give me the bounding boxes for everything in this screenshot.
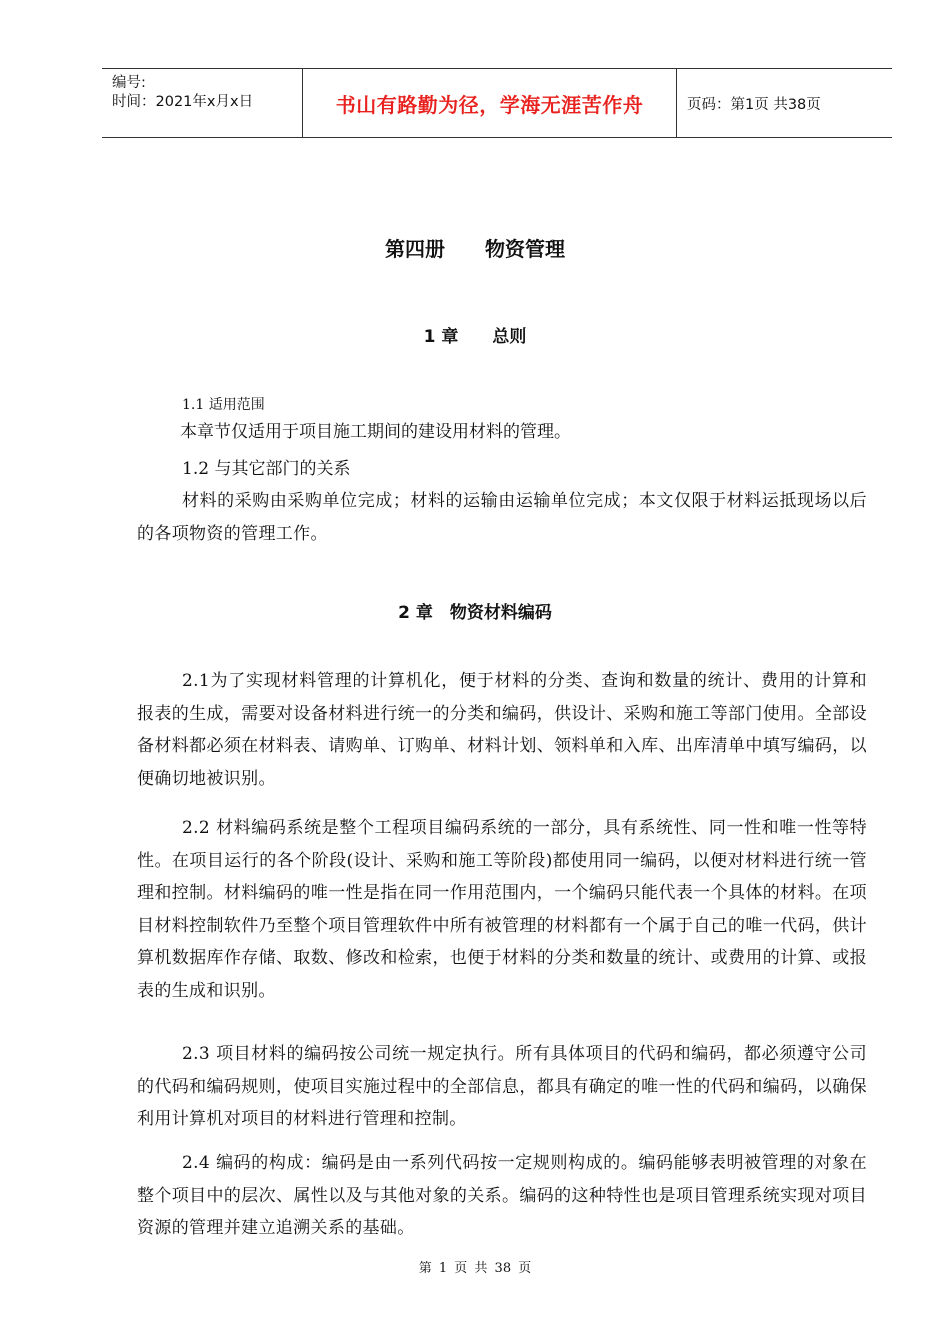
header-motto-cell	[303, 69, 677, 137]
chapter2-heading: 2 章 物资材料编码	[398, 603, 552, 623]
header-page-cell	[677, 69, 902, 137]
section-1-1-text: 本章节仅适用于项目施工期间的建设用材料的管理。	[180, 422, 571, 442]
page-header-table	[102, 68, 892, 138]
paragraph-2-3: 2.3 项目材料的编码按公司统一规定执行。所有具体项目的代码和编码，都必须遵守公司的代码和编码规则，使项目实施过程中的全部信息，都具有确定的唯一性的代码和编码，以确保利用计算机对项目的材料进行管理和控制。	[137, 1044, 867, 1130]
motto-text: 书山有路勤为径，学海无涯苦作舟	[335, 92, 644, 117]
section-1-2-title: 1.2 与其它部门的关系	[182, 459, 351, 479]
number-label: 编号:	[112, 75, 146, 91]
paragraph-2-4: 2.4 编码的构成：编码是由一系列代码按一定规则构成的。编码能够表明被管理的对象在整个项目中的层次、属性以及与其他对象的关系。编码的这种特性也是项目管理系统实现对项目资源的管理并建立追溯关系的基础。	[137, 1153, 867, 1239]
page-footer: 第 1 页 共 38 页	[418, 1261, 532, 1276]
section-1-1-title: 1.1 适用范围	[182, 397, 265, 413]
section-1-2-text: 材料的采购由采购单位完成；材料的运输由运输单位完成；本文仅限于材料运抵现场以后的各项物资的管理工作。	[137, 491, 867, 544]
paragraph-2-1: 2.1为了实现材料管理的计算机化，便于材料的分类、查询和数量的统计、费用的计算和报表的生成，需要对设备材料进行统一的分类和编码，供设计、采购和施工等部门使用。全部设备材料都必须在材料表、请购单、订购单、材料计划、领料单和入库、出库清单中填写编码，以便确切地被识别。	[137, 671, 867, 789]
page-info: 页码：第1页 共38页	[687, 96, 821, 113]
book-title: 第四册 物资管理	[385, 237, 565, 261]
time-label: 时间：2021年x月x日	[112, 94, 254, 110]
header-meta-cell	[102, 69, 303, 137]
chapter1-heading: 1 章 总则	[423, 327, 527, 347]
paragraph-2-2: 2.2 材料编码系统是整个工程项目编码系统的一部分，具有系统性、同一性和唯一性等特性。在项目运行的各个阶段(设计、采购和施工等阶段)都使用同一编码，以便对材料进行统一管理和控制。材料编码的唯一性是指在同一作用范围内，一个编码只能代表一个具体的材料。在项目材料控制软件乃至整个项目管理软件中所有被管理的材料都有一个属于自己的唯一代码，供计算机数据库作存储、取数、修改和检索，也便于材料的分类和数量的统计、或费用的计算、或报表的生成和识别。	[137, 818, 867, 1001]
